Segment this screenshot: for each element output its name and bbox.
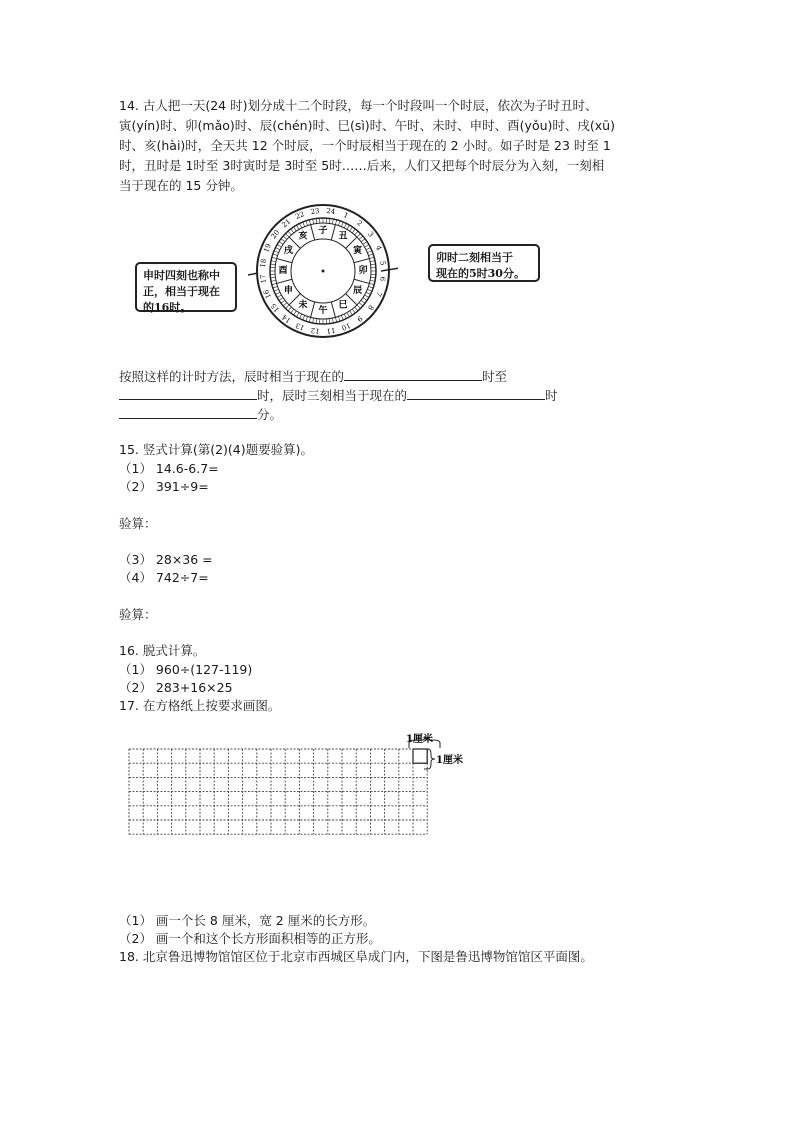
branch-divider: [331, 302, 335, 317]
quarter-tick: [368, 254, 373, 256]
q14-line-3: 时、亥(hài)时，全天共 12 个时辰，一个时辰相当于现在的 2 小时。如子时是 23 时至 1: [119, 138, 611, 153]
branch-label: 寅: [353, 246, 363, 256]
quarter-tick: [341, 222, 343, 227]
quarter-tick: [297, 225, 300, 229]
quarter-tick: [286, 305, 290, 309]
quarter-tick: [355, 231, 358, 235]
quarter-tick: [332, 318, 333, 323]
quarter-tick: [355, 307, 358, 311]
q16-title: 16. 脱式计算。: [119, 643, 206, 658]
quarter-tick: [297, 313, 300, 317]
hour-number: 9: [355, 314, 364, 324]
answer-blank-2[interactable]: [119, 385, 257, 400]
grid-unit-right-label: 1厘米: [436, 755, 463, 766]
quarter-tick: [335, 317, 336, 322]
q16-item-2: （2） 283+16×25: [119, 680, 233, 695]
hour-number: 22: [294, 210, 306, 221]
q14-fill-text-2a: 时，辰时三刻相当于现在的: [257, 388, 408, 403]
hour-number: 19: [262, 242, 273, 254]
callout-left-line-1: 申时四刻也称中: [143, 269, 220, 282]
q17-item-1: （1） 画一个长 8 厘米，宽 2 厘米的长方形。: [119, 913, 376, 928]
q17-item-2: （2） 画一个和这个长方形面积相等的正方形。: [119, 931, 381, 946]
quarter-tick: [271, 261, 276, 262]
branch-label: 戌: [283, 246, 293, 256]
quarter-tick: [272, 257, 277, 258]
callout-right-line-2: 现在的5时30分。: [436, 267, 525, 280]
quarter-tick: [370, 261, 375, 262]
shichen-clock-dial: [248, 199, 398, 344]
branch-label: 辰: [353, 286, 363, 296]
branch-divider: [311, 302, 315, 317]
quarter-tick: [273, 286, 278, 288]
clock-center-dot: [322, 270, 325, 273]
square-grid-paper[interactable]: [120, 728, 480, 873]
quarter-tick: [313, 219, 314, 224]
quarter-tick: [365, 245, 369, 248]
hour-number: 21: [280, 217, 293, 230]
hour-number: 4: [373, 244, 383, 252]
quarter-tick: [283, 236, 287, 239]
hour-number: 12: [310, 325, 321, 336]
quarter-tick: [332, 219, 333, 224]
q14-fill-text-1a: 按照这样的计时方法，辰时相当于现在的: [119, 369, 345, 384]
q14-fill-text-2b: 时: [545, 388, 558, 403]
q14-fill-line-3: [119, 404, 282, 425]
quarter-tick: [274, 289, 279, 291]
branch-divider: [311, 225, 315, 240]
quarter-tick: [371, 264, 376, 265]
hour-number: 10: [340, 321, 352, 332]
hour-number: 11: [325, 325, 336, 336]
quarter-tick: [306, 316, 308, 321]
quarter-tick: [316, 218, 317, 223]
quarter-tick: [347, 313, 350, 317]
quarter-tick: [367, 251, 372, 253]
hour-number: 20: [269, 228, 282, 241]
q18-title: 18. 北京鲁迅博物馆馆区位于北京市西城区阜成门内，下图是鲁迅博物馆馆区平面图。: [119, 949, 593, 964]
branch-label: 亥: [298, 231, 308, 242]
quarter-tick: [347, 225, 350, 229]
q14-line-1: 14. 古人把一天(24 时)划分成十二个时段，每一个时段叫一个时辰，依次为子时丑时、: [119, 98, 598, 113]
branch-label: 午: [318, 306, 328, 316]
branch-label: 子: [318, 226, 328, 236]
quarter-tick: [338, 316, 340, 321]
quarter-tick: [288, 231, 291, 235]
quarter-tick: [303, 315, 305, 320]
branch-label: 未: [298, 300, 308, 311]
q14-fill-line-2: [119, 385, 558, 406]
quarter-tick: [300, 314, 302, 318]
hour-number: 15: [269, 301, 282, 314]
quarter-tick: [357, 305, 361, 309]
branch-label: 丑: [338, 231, 348, 242]
quarter-tick: [273, 254, 278, 256]
quarter-tick: [352, 309, 355, 313]
q16-item-1: （1） 960÷(127-119): [119, 662, 253, 677]
grid-unit-top-label: 1厘米: [406, 734, 433, 745]
quarter-tick: [365, 295, 369, 298]
quarter-tick: [368, 286, 373, 288]
hour-number: 18: [258, 258, 269, 269]
quarter-tick: [272, 283, 277, 284]
hour-number: 3: [366, 230, 376, 239]
hour-number: 17: [258, 273, 269, 284]
quarter-tick: [309, 317, 310, 322]
q15-item-1: （1） 14.6-6.7=: [119, 461, 219, 476]
quarter-tick: [352, 229, 355, 233]
quarter-tick: [359, 236, 363, 239]
q14-line-2: 寅(yín)时、卯(mǎo)时、辰(chén)时、巳(sì)时、午时、未时、申时、酉(yǒu)时、戌(xū): [119, 118, 615, 133]
quarter-tick: [363, 298, 367, 301]
branch-label: 酉: [278, 266, 288, 276]
q15-title: 15. 竖式计算(第(2)(4)题要验算)。: [119, 442, 314, 457]
hour-number: 23: [310, 206, 321, 217]
quarter-tick: [270, 277, 275, 278]
answer-blank-4[interactable]: [119, 404, 257, 419]
quarter-tick: [350, 311, 353, 315]
callout-mao-time: [428, 244, 540, 282]
callout-left-line-2: 正，相当于现在: [143, 285, 220, 298]
branch-divider: [354, 259, 369, 263]
quarter-tick: [366, 292, 370, 294]
quarter-tick: [275, 292, 279, 294]
branch-label: 卯: [358, 266, 368, 276]
quarter-tick: [277, 295, 281, 298]
q15-item-3: （3） 28×36 =: [119, 552, 213, 567]
q17-title: 17. 在方格纸上按要求画图。: [119, 698, 281, 713]
hour-number: 14: [280, 312, 293, 325]
hour-number: 5: [378, 260, 387, 266]
quarter-tick: [366, 248, 370, 250]
quarter-tick: [338, 221, 340, 226]
quarter-tick: [303, 222, 305, 227]
q14-line-5: 当于现在的 15 分钟。: [119, 178, 243, 193]
quarter-tick: [341, 315, 343, 320]
callout-left-line-3: 的16时。: [143, 301, 192, 314]
quarter-tick: [361, 239, 365, 242]
branch-divider: [331, 225, 335, 240]
callout-shen-time: [135, 262, 237, 312]
quarter-tick: [270, 264, 275, 265]
branch-divider: [277, 259, 292, 263]
quarter-tick: [371, 277, 376, 278]
quarter-tick: [369, 257, 374, 258]
quarter-tick: [283, 303, 287, 306]
hour-number: 16: [262, 288, 273, 300]
quarter-tick: [277, 245, 281, 248]
grid-lines: [129, 749, 427, 834]
quarter-tick: [294, 227, 297, 231]
quarter-tick: [316, 319, 317, 324]
hour-number: 2: [355, 218, 364, 228]
q15-item-2: （2） 391÷9=: [119, 479, 209, 494]
quarter-tick: [329, 218, 330, 223]
right-brace: [424, 749, 435, 769]
quarter-tick: [309, 220, 310, 225]
quarter-tick: [363, 242, 367, 245]
quarter-tick: [313, 318, 314, 323]
quarter-tick: [335, 220, 336, 225]
quarter-tick: [300, 223, 302, 227]
quarter-tick: [329, 319, 330, 324]
quarter-tick: [357, 234, 361, 238]
quarter-tick: [344, 223, 346, 227]
quarter-tick: [281, 300, 285, 303]
hour-number: 7: [373, 290, 383, 298]
quarter-tick: [350, 227, 353, 231]
quarter-tick: [359, 303, 363, 306]
quarter-tick: [361, 300, 365, 303]
hour-number: 24: [325, 206, 336, 217]
quarter-tick: [370, 280, 375, 281]
branch-label: 巳: [338, 300, 348, 311]
branch-divider: [354, 279, 369, 283]
callout-right-line-1: 卯时二刻相当于: [436, 251, 513, 264]
q14-fill-text-1b: 时至: [482, 369, 508, 384]
answer-blank-3[interactable]: [407, 385, 545, 400]
q15-check-1: 验算：: [119, 516, 157, 531]
quarter-tick: [271, 280, 276, 281]
quarter-tick: [275, 248, 279, 250]
hour-number: 6: [378, 276, 387, 282]
quarter-tick: [291, 309, 294, 313]
q14-fill-text-3: 分。: [257, 407, 283, 422]
quarter-tick: [306, 221, 308, 226]
quarter-tick: [294, 311, 297, 315]
quarter-tick: [344, 314, 346, 318]
quarter-tick: [286, 234, 290, 238]
answer-blank-1[interactable]: [344, 366, 482, 381]
quarter-tick: [279, 242, 283, 245]
branch-divider: [277, 279, 292, 283]
branch-label: 申: [283, 286, 293, 296]
quarter-tick: [279, 298, 283, 301]
quarter-tick: [288, 307, 291, 311]
q15-check-2: 验算：: [119, 607, 157, 622]
hour-number: 8: [366, 303, 376, 312]
quarter-tick: [367, 289, 372, 291]
quarter-tick: [291, 229, 294, 233]
unit-square: [413, 749, 427, 763]
q14-fill-line-1: [119, 366, 507, 387]
quarter-tick: [281, 239, 285, 242]
quarter-tick: [369, 283, 374, 284]
quarter-tick: [274, 251, 279, 253]
q15-item-4: （4） 742÷7=: [119, 570, 209, 585]
hour-number: 13: [294, 321, 306, 332]
hour-number: 1: [342, 211, 350, 221]
q14-line-4: 时，丑时是 1时至 3时寅时是 3时至 5时……后来，人们又把每个时辰分为入刻，一刻相: [119, 158, 605, 173]
